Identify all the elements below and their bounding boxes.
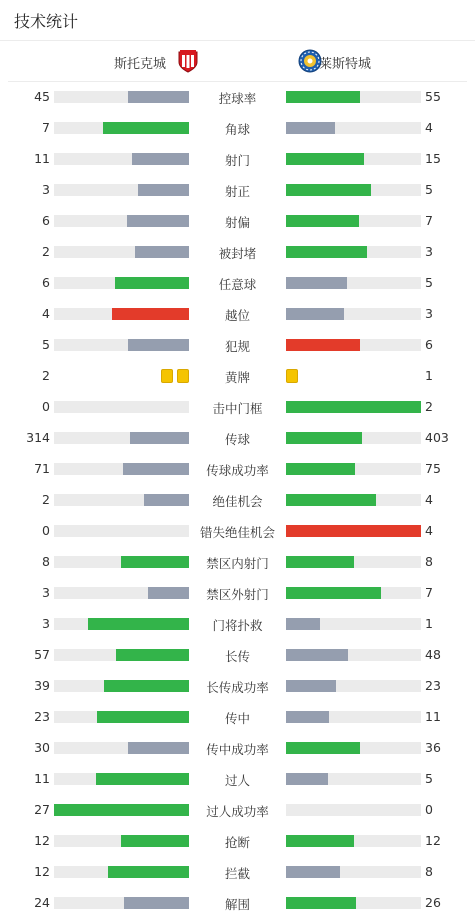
home-stat-value: 30: [34, 740, 50, 755]
away-stat-bar: [286, 897, 421, 909]
home-stat-value: 12: [34, 864, 50, 879]
stat-row: [0, 671, 475, 702]
home-stat-bar: [54, 184, 189, 196]
stat-label: 错失绝佳机会: [199, 525, 275, 540]
home-stat-bar: [54, 835, 189, 847]
away-stat-bar-fill: [286, 122, 335, 134]
home-stat-value: 2: [42, 368, 50, 383]
home-stat-bar: [54, 215, 189, 227]
away-stat-bar: [286, 215, 421, 227]
away-stat-value: 75: [425, 461, 441, 476]
away-stat-bar: [286, 122, 421, 134]
stat-row: [0, 175, 475, 206]
teams-header: [8, 41, 467, 82]
away-stat-bar: [286, 339, 421, 351]
away-team-name: 莱斯特城: [319, 57, 372, 72]
yellow-card-icon: [286, 369, 298, 383]
stat-row: [0, 454, 475, 485]
stat-label: 角球: [224, 122, 250, 137]
home-stat-value: 6: [42, 213, 50, 228]
home-stat-value: 23: [34, 709, 50, 724]
home-stat-bar-fill: [128, 742, 189, 754]
home-stat-value: 3: [42, 585, 50, 600]
stat-row: [0, 237, 475, 268]
home-stat-bar: [54, 866, 189, 878]
away-stat-bar-fill: [286, 866, 340, 878]
home-stat-value: 6: [42, 275, 50, 290]
stat-row: [0, 547, 475, 578]
stat-row: [0, 609, 475, 640]
stat-label: 绝佳机会: [212, 494, 263, 509]
away-stat-bar: [286, 587, 421, 599]
home-stat-bar: [54, 649, 189, 661]
stat-label: 任意球: [218, 277, 257, 292]
stat-label: 传球: [224, 432, 250, 447]
home-stat-bar: [54, 91, 189, 103]
home-stat-value: 57: [34, 647, 50, 662]
away-stat-bar-fill: [286, 649, 348, 661]
stat-row: [0, 423, 475, 454]
stoke-city-badge-icon: [177, 49, 199, 73]
home-stat-bar-fill: [148, 587, 189, 599]
home-stat-value: 12: [34, 833, 50, 848]
home-stat-bar: [54, 897, 189, 909]
away-stat-value: 403: [425, 430, 449, 445]
yellow-card-icon: [177, 369, 189, 383]
stat-label: 射正: [224, 184, 250, 199]
stat-row: [0, 361, 475, 392]
home-stat-bar-fill: [116, 649, 189, 661]
away-stat-value: 55: [425, 89, 441, 104]
away-stat-bar-fill: [286, 432, 362, 444]
stat-row: [0, 888, 475, 919]
away-stat-value: 0: [425, 802, 433, 817]
home-stat-bar-fill: [103, 122, 189, 134]
home-stat-bar-fill: [144, 494, 189, 506]
page-title: 技术统计: [14, 12, 79, 31]
home-stat-value: 314: [26, 430, 50, 445]
home-stat-bar-fill: [96, 773, 189, 785]
home-stat-bar-fill: [121, 556, 189, 568]
stat-label: 传球成功率: [206, 463, 269, 478]
home-stat-bar-fill: [121, 835, 189, 847]
home-stat-bar-fill: [130, 432, 189, 444]
home-yellow-cards: [157, 369, 189, 383]
away-stat-bar: [286, 556, 421, 568]
home-stat-bar: [54, 308, 189, 320]
stat-label: 犯规: [224, 339, 250, 354]
stat-label: 控球率: [218, 91, 257, 106]
stat-row: [0, 268, 475, 299]
away-stat-bar-fill: [286, 680, 336, 692]
away-stat-value: 6: [425, 337, 433, 352]
stat-label: 传中: [224, 711, 250, 726]
away-stat-value: 1: [425, 616, 433, 631]
home-stat-bar-fill: [54, 804, 189, 816]
stat-row: [0, 764, 475, 795]
away-stat-value: 1: [425, 368, 433, 383]
home-stat-value: 71: [34, 461, 50, 476]
home-stat-value: 4: [42, 306, 50, 321]
home-stat-value: 39: [34, 678, 50, 693]
away-stat-bar-fill: [286, 215, 359, 227]
home-stat-bar-fill: [88, 618, 189, 630]
away-stat-bar: [286, 401, 421, 413]
stat-label: 禁区外射门: [206, 587, 269, 602]
home-stat-bar: [54, 339, 189, 351]
away-stat-bar-fill: [286, 308, 344, 320]
stat-label: 长传成功率: [206, 680, 269, 695]
away-stat-value: 8: [425, 864, 433, 879]
stat-label: 长传: [224, 649, 250, 664]
home-stat-value: 24: [34, 895, 50, 910]
home-stat-value: 2: [42, 492, 50, 507]
home-stat-bar: [54, 618, 189, 630]
home-stat-bar: [54, 494, 189, 506]
home-stat-bar-fill: [127, 215, 189, 227]
away-stat-bar: [286, 432, 421, 444]
home-stat-bar: [54, 556, 189, 568]
away-stat-bar: [286, 463, 421, 475]
page-header: [0, 0, 475, 41]
home-stat-value: 11: [34, 771, 50, 786]
stat-label: 黄牌: [224, 370, 250, 385]
home-stat-bar: [54, 804, 189, 816]
stat-row: [0, 485, 475, 516]
stat-row: [0, 640, 475, 671]
away-stat-value: 3: [425, 244, 433, 259]
away-stat-bar-fill: [286, 463, 355, 475]
away-stat-bar-fill: [286, 153, 364, 165]
stat-label: 抢断: [224, 835, 250, 850]
away-stat-bar: [286, 91, 421, 103]
stat-row: [0, 826, 475, 857]
home-stat-value: 3: [42, 182, 50, 197]
away-stat-value: 7: [425, 213, 433, 228]
home-stat-value: 2: [42, 244, 50, 259]
home-stat-bar-fill: [123, 463, 189, 475]
stat-label: 射门: [224, 153, 250, 168]
home-stat-bar: [54, 711, 189, 723]
home-stat-bar: [54, 680, 189, 692]
away-stat-value: 5: [425, 771, 433, 786]
home-stat-bar-fill: [128, 91, 189, 103]
away-stat-bar: [286, 649, 421, 661]
home-stat-bar-fill: [138, 184, 189, 196]
home-stat-bar: [54, 525, 189, 537]
home-stat-bar: [54, 432, 189, 444]
away-stat-bar: [286, 494, 421, 506]
away-stat-bar-fill: [286, 184, 371, 196]
home-stat-bar-fill: [104, 680, 189, 692]
away-stat-value: 12: [425, 833, 441, 848]
away-stat-bar: [286, 184, 421, 196]
home-stat-value: 27: [34, 802, 50, 817]
away-stat-value: 5: [425, 275, 433, 290]
stat-label: 解围: [224, 897, 250, 912]
away-stat-value: 48: [425, 647, 441, 662]
home-stat-value: 11: [34, 151, 50, 166]
away-stat-bar: [286, 618, 421, 630]
away-stat-value: 11: [425, 709, 441, 724]
home-stat-bar: [54, 122, 189, 134]
stat-row: [0, 702, 475, 733]
stat-row: [0, 113, 475, 144]
stat-row: [0, 578, 475, 609]
away-stat-bar: [286, 277, 421, 289]
away-stat-bar-fill: [286, 339, 360, 351]
home-stat-value: 0: [42, 399, 50, 414]
away-stat-value: 26: [425, 895, 441, 910]
away-stat-value: 15: [425, 151, 441, 166]
away-stat-value: 5: [425, 182, 433, 197]
away-stat-bar: [286, 153, 421, 165]
away-stat-bar: [286, 773, 421, 785]
away-stat-bar-fill: [286, 401, 421, 413]
away-stat-bar: [286, 804, 421, 816]
away-stat-bar-fill: [286, 277, 347, 289]
away-stat-bar-fill: [286, 91, 360, 103]
stat-label: 传中成功率: [206, 742, 269, 757]
stat-label: 过人: [224, 773, 250, 788]
stat-row: [0, 82, 475, 113]
home-stat-bar: [54, 246, 189, 258]
away-stat-value: 4: [425, 523, 433, 538]
away-yellow-cards: [286, 369, 302, 383]
away-stat-value: 3: [425, 306, 433, 321]
stat-row: [0, 299, 475, 330]
away-stat-bar: [286, 866, 421, 878]
home-stat-value: 5: [42, 337, 50, 352]
away-stat-bar-fill: [286, 556, 354, 568]
home-stat-bar: [54, 742, 189, 754]
home-stat-bar-fill: [112, 308, 189, 320]
home-stat-value: 7: [42, 120, 50, 135]
home-stat-bar-fill: [124, 897, 189, 909]
home-stat-bar-fill: [135, 246, 189, 258]
away-stat-bar-fill: [286, 246, 367, 258]
home-stat-value: 0: [42, 523, 50, 538]
stat-row: [0, 516, 475, 547]
home-stat-bar: [54, 773, 189, 785]
away-stat-bar-fill: [286, 494, 376, 506]
stat-row: [0, 392, 475, 423]
stat-row: [0, 795, 475, 826]
stat-row: [0, 206, 475, 237]
stat-label: 射偏: [224, 215, 250, 230]
stat-label: 门将扑救: [212, 618, 263, 633]
away-stat-bar-fill: [286, 711, 329, 723]
away-stat-value: 8: [425, 554, 433, 569]
stat-row: [0, 330, 475, 361]
home-stat-bar-fill: [128, 339, 189, 351]
stat-label: 越位: [224, 308, 250, 323]
away-stat-value: 23: [425, 678, 441, 693]
away-stat-bar-fill: [286, 587, 381, 599]
stat-row: [0, 857, 475, 888]
away-stat-value: 7: [425, 585, 433, 600]
away-stat-bar: [286, 835, 421, 847]
away-stat-bar: [286, 246, 421, 258]
home-stat-value: 8: [42, 554, 50, 569]
away-stat-value: 4: [425, 492, 433, 507]
home-stat-bar-fill: [97, 711, 189, 723]
home-stat-bar: [54, 401, 189, 413]
home-stat-value: 45: [34, 89, 50, 104]
home-stat-bar: [54, 277, 189, 289]
away-stat-value: 2: [425, 399, 433, 414]
stat-label: 过人成功率: [206, 804, 269, 819]
away-stat-bar: [286, 525, 421, 537]
home-team-name: 斯托克城: [114, 57, 167, 72]
stat-label: 击中门框: [212, 401, 263, 416]
away-stat-bar-fill: [286, 773, 328, 785]
home-stat-bar: [54, 463, 189, 475]
home-stat-value: 3: [42, 616, 50, 631]
home-stat-bar: [54, 153, 189, 165]
home-stat-bar-fill: [108, 866, 189, 878]
home-stat-bar-fill: [132, 153, 189, 165]
home-stat-bar-fill: [115, 277, 189, 289]
yellow-card-icon: [161, 369, 173, 383]
away-stat-bar: [286, 711, 421, 723]
stat-row: [0, 144, 475, 175]
away-stat-bar-fill: [286, 742, 360, 754]
away-stat-bar-fill: [286, 835, 354, 847]
stat-row: [0, 733, 475, 764]
home-stat-bar: [54, 587, 189, 599]
away-stat-bar-fill: [286, 618, 320, 630]
away-stat-bar: [286, 742, 421, 754]
stat-label: 禁区内射门: [206, 556, 269, 571]
away-stat-bar-fill: [286, 897, 356, 909]
away-stat-bar: [286, 680, 421, 692]
away-stat-value: 36: [425, 740, 441, 755]
away-stat-bar-fill: [286, 525, 421, 537]
away-stat-value: 4: [425, 120, 433, 135]
stat-label: 拦截: [224, 866, 250, 881]
stat-label: 被封堵: [218, 246, 257, 261]
away-stat-bar: [286, 308, 421, 320]
